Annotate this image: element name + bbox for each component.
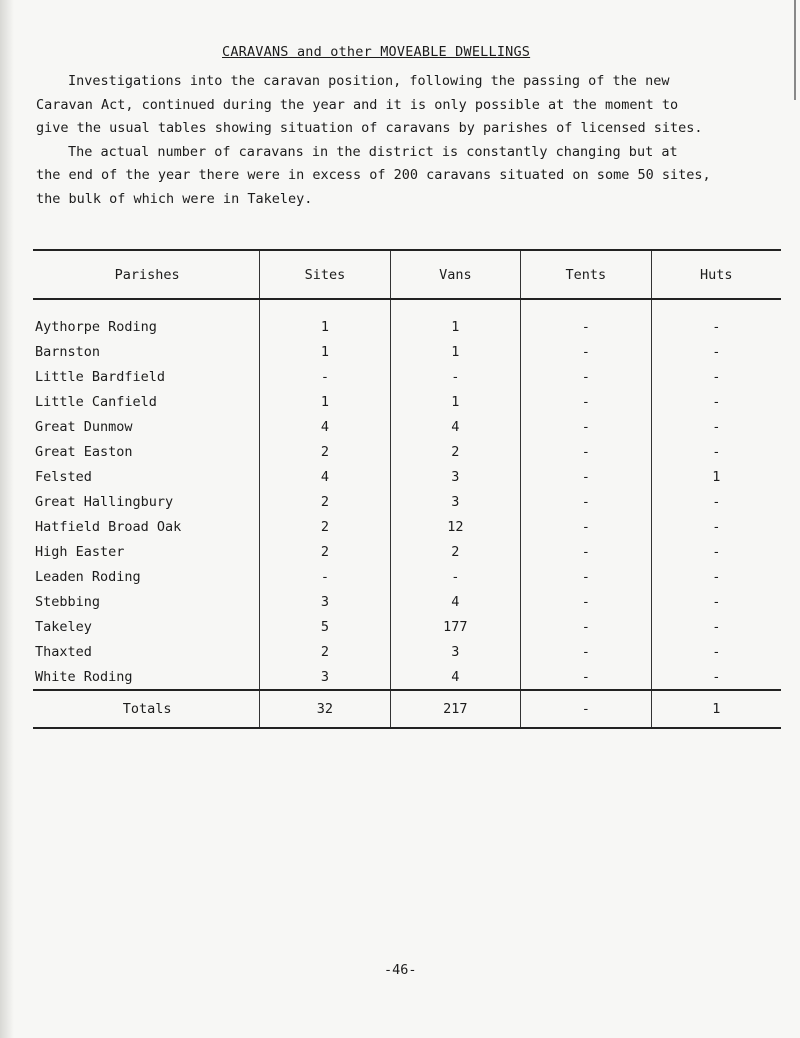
column-header-parishes: Parishes xyxy=(33,250,260,299)
sites-value: 3 xyxy=(260,589,390,614)
tents-value: - xyxy=(521,564,651,589)
parish-name: Aythorpe Roding xyxy=(35,318,157,335)
table-row xyxy=(33,489,781,514)
table-row xyxy=(33,589,781,614)
huts-value: - xyxy=(651,589,781,614)
vans-value: 2 xyxy=(390,539,520,564)
totals-label: Totals xyxy=(33,690,260,728)
scan-edge-shadow xyxy=(0,0,14,1038)
sites-value: 2 xyxy=(260,439,390,464)
vans-value: 1 xyxy=(390,339,520,364)
huts-value: 1 xyxy=(651,464,781,489)
huts-value: - xyxy=(651,299,781,339)
parish-name: High Easter xyxy=(35,543,125,560)
tents-value: - xyxy=(521,664,651,690)
sites-value: 2 xyxy=(260,539,390,564)
parish-name: Great Easton xyxy=(35,443,133,460)
sites-value: 1 xyxy=(260,339,390,364)
vans-value: 12 xyxy=(390,514,520,539)
tents-value: - xyxy=(521,489,651,514)
table-row xyxy=(33,299,781,339)
table-row xyxy=(33,439,781,464)
huts-value: - xyxy=(651,439,781,464)
totals-vans: 217 xyxy=(390,690,520,728)
page-number: -46- xyxy=(384,962,417,978)
sites-value: 2 xyxy=(260,639,390,664)
column-header-vans: Vans xyxy=(390,250,520,299)
sites-value: 1 xyxy=(260,389,390,414)
totals-row xyxy=(33,690,781,728)
table-row xyxy=(33,564,781,589)
tents-value: - xyxy=(521,464,651,489)
sites-value: - xyxy=(260,564,390,589)
sites-value: 1 xyxy=(260,299,390,339)
totals-sites: 32 xyxy=(260,690,390,728)
paragraph-line: Investigations into the caravan position, following the passing of the new xyxy=(68,73,670,89)
vans-value: - xyxy=(390,564,520,589)
parishes-table xyxy=(33,249,781,729)
totals-tents: - xyxy=(521,690,651,728)
vans-value: - xyxy=(390,364,520,389)
sites-value: 2 xyxy=(260,514,390,539)
vans-value: 3 xyxy=(390,639,520,664)
huts-value: - xyxy=(651,414,781,439)
sites-value: - xyxy=(260,364,390,389)
huts-value: - xyxy=(651,564,781,589)
tents-value: - xyxy=(521,364,651,389)
tents-value: - xyxy=(521,539,651,564)
parish-name: Leaden Roding xyxy=(35,568,141,585)
table-row xyxy=(33,664,781,690)
vans-value: 3 xyxy=(390,464,520,489)
huts-value: - xyxy=(651,364,781,389)
parish-name: Stebbing xyxy=(35,593,101,610)
parish-name: Great Hallingbury xyxy=(35,493,174,510)
vans-value: 2 xyxy=(390,439,520,464)
scan-edge-mark xyxy=(794,0,796,100)
parish-name: Little Bardfield xyxy=(35,368,166,385)
column-header-tents: Tents xyxy=(521,250,651,299)
table-row xyxy=(33,539,781,564)
huts-value: - xyxy=(651,514,781,539)
sites-value: 4 xyxy=(260,414,390,439)
huts-value: - xyxy=(651,639,781,664)
huts-value: - xyxy=(651,489,781,514)
vans-value: 1 xyxy=(390,389,520,414)
vans-value: 177 xyxy=(390,614,520,639)
table-row xyxy=(33,389,781,414)
tents-value: - xyxy=(521,414,651,439)
table-row xyxy=(33,639,781,664)
parish-name: Takeley xyxy=(35,618,92,635)
paragraph-line: the end of the year there were in excess of 200 caravans situated on some 50 sites, xyxy=(36,167,711,183)
vans-value: 4 xyxy=(390,414,520,439)
table-header-row xyxy=(33,250,781,299)
sites-value: 2 xyxy=(260,489,390,514)
column-header-sites: Sites xyxy=(260,250,390,299)
tents-value: - xyxy=(521,389,651,414)
huts-value: - xyxy=(651,339,781,364)
paragraph-line: give the usual tables showing situation of caravans by parishes of licensed sites. xyxy=(36,120,703,136)
table-row xyxy=(33,414,781,439)
table-row xyxy=(33,514,781,539)
parish-name: Hatfield Broad Oak xyxy=(35,518,182,535)
parish-name: Great Dunmow xyxy=(35,418,133,435)
huts-value: - xyxy=(651,664,781,690)
tents-value: - xyxy=(521,639,651,664)
paragraph-line: Caravan Act, continued during the year and it is only possible at the moment to xyxy=(36,96,679,113)
table-row xyxy=(33,339,781,364)
totals-huts: 1 xyxy=(651,690,781,728)
sites-value: 4 xyxy=(260,464,390,489)
paragraph-line: The actual number of caravans in the district is constantly changing but at xyxy=(68,143,678,160)
huts-value: - xyxy=(651,614,781,639)
tents-value: - xyxy=(521,614,651,639)
parish-name: Little Canfield xyxy=(35,393,157,410)
vans-value: 4 xyxy=(390,589,520,614)
parish-name: Barnston xyxy=(35,343,101,360)
parish-name: Thaxted xyxy=(35,643,92,660)
vans-value: 3 xyxy=(390,489,520,514)
vans-value: 1 xyxy=(390,299,520,339)
table-row xyxy=(33,364,781,389)
tents-value: - xyxy=(521,514,651,539)
body-text xyxy=(36,70,776,211)
parish-name: Felsted xyxy=(35,468,92,485)
table-row xyxy=(33,464,781,489)
tents-value: - xyxy=(521,299,651,339)
paragraph-line: the bulk of which were in Takeley. xyxy=(36,190,313,207)
tents-value: - xyxy=(521,339,651,364)
huts-value: - xyxy=(651,389,781,414)
tents-value: - xyxy=(521,589,651,614)
column-header-huts: Huts xyxy=(651,250,781,299)
table-row xyxy=(33,614,781,639)
table-body xyxy=(33,299,781,690)
parish-name: White Roding xyxy=(35,668,133,685)
huts-value: - xyxy=(651,539,781,564)
vans-value: 4 xyxy=(390,664,520,690)
sites-value: 3 xyxy=(260,664,390,690)
sites-value: 5 xyxy=(260,614,390,639)
page-title: CARAVANS and other MOVEABLE DWELLINGS xyxy=(222,44,531,60)
tents-value: - xyxy=(521,439,651,464)
